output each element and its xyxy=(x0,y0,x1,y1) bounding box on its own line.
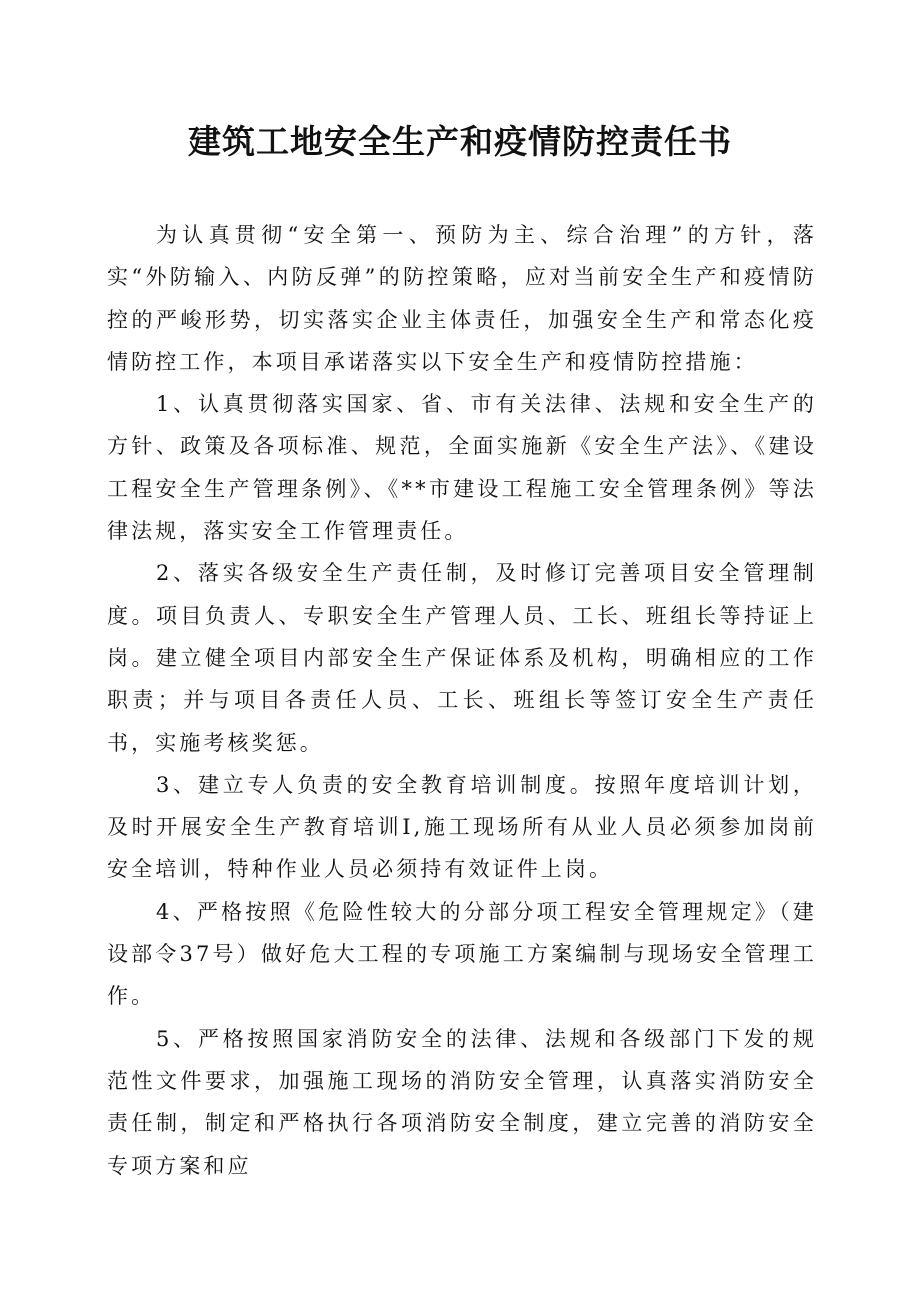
clause-4-paragraph: 4、严格按照《危险性较大的分部分项工程安全管理规定》（建设部令37号）做好危大工程的专项施工方案编制与现场安全管理工作。 xyxy=(107,899,817,1009)
document-title: 建筑工地安全生产和疫情防控责任书 xyxy=(188,122,732,161)
document-body xyxy=(107,214,817,1187)
clause-2-paragraph: 2、落实各级安全生产责任制，及时修订完善项目安全管理制度。项目负责人、专职安全生产管理人员、工长、班组长等持证上岗。建立健全项目内部安全生产保证体系及机构，明确相应的工作职责；并与项目各责任人员、工长、班组长等签订安全生产责任书，实施考核奖惩。 xyxy=(107,561,817,755)
intro-paragraph: 为认真贯彻“安全第一、预防为主、综合治理”的方针，落实“外防输入、内防反弹”的防控策略，应对当前安全生产和疫情防控的严峻形势，切实落实企业主体责任，加强安全生产和常态化疫情防控工作，本项目承诺落实以下安全生产和疫情防控措施： xyxy=(107,223,817,374)
clause-3-paragraph: 3、建立专人负责的安全教育培训制度。按照年度培训计划，及时开展安全生产教育培训I,施工现场所有从业人员必须参加岗前安全培训，特种作业人员必须持有效证件上岗。 xyxy=(107,772,817,882)
clause-1-paragraph: 1、认真贯彻落实国家、省、市有关法律、法规和安全生产的方针、政策及各项标准、规范，全面实施新《安全生产法》、《建设工程安全生产管理条例》、《**市建设工程施工安全管理条例》等法律法规，落实安全工作管理责任。 xyxy=(107,392,817,544)
clause-5-paragraph: 5、严格按照国家消防安全的法律、法规和各级部门下发的规范性文件要求，加强施工现场的消防安全管理，认真落实消防安全责任制，制定和严格执行各项消防安全制度，建立完善的消防安全专项方案和应 xyxy=(107,1026,817,1178)
